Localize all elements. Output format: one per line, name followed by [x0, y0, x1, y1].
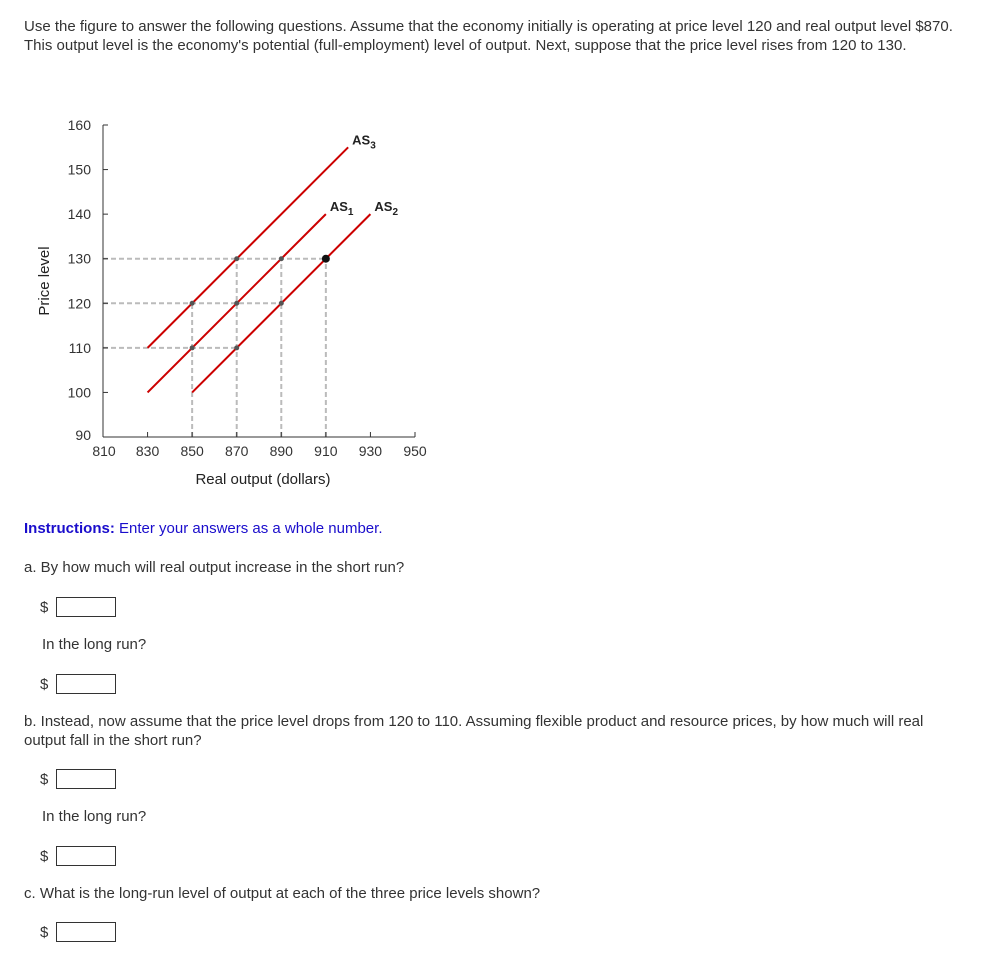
- y-tick-label-140: 140: [67, 206, 91, 223]
- answer-c-input[interactable]: [56, 922, 116, 942]
- as2-label: $AS_2$: [374, 199, 399, 219]
- answer-a-long-input[interactable]: [56, 674, 116, 694]
- question-a: a. By how much will real output increase in the short run?: [24, 559, 405, 576]
- intro-text: Use the figure to answer the following questions. Assume that the economy initially is operating at price level 120 and real output level $870. This output level is the economy's potential (full-employment) level of output. Next, suppose that the price level rises from 120 to 130.: [24, 18, 953, 54]
- point-870-130: [234, 256, 239, 261]
- reference-lines: [103, 259, 326, 437]
- answer-b-short-input[interactable]: [56, 769, 116, 789]
- x-tick-label-930: 930: [358, 443, 383, 459]
- answer-a-short-input[interactable]: [56, 597, 116, 617]
- question-c: c. What is the long-run level of output at each of the three price levels shown?: [24, 885, 541, 902]
- x-tick-label-830: 830: [135, 443, 160, 459]
- x-tick-label-810: 810: [92, 443, 116, 459]
- question-b-followup: In the long run?: [42, 808, 147, 825]
- point-870-120: [234, 301, 239, 306]
- instructions-label: Instructions:: [24, 520, 115, 537]
- y-axis-title: Price level: [36, 246, 53, 316]
- answer-b-short: [40, 768, 116, 790]
- as3-label: $AS_3$: [352, 132, 376, 152]
- instructions: [24, 519, 382, 538]
- x-tick-label-910: 910: [314, 443, 338, 459]
- currency-label: $: [40, 598, 49, 616]
- question-b: b. Instead, now assume that the price level drops from 120 to 110. Assuming flexible product and resource prices, by how much will real output fall in the short run?: [24, 713, 924, 749]
- point-910-130: [322, 255, 330, 263]
- point-870-110: [234, 345, 239, 350]
- currency-label: $: [40, 847, 49, 865]
- y-tick-label-110: 110: [68, 339, 91, 356]
- point-850-110: [190, 345, 195, 350]
- y-tick-label-120: 120: [67, 295, 91, 312]
- answer-b-long: [40, 845, 116, 867]
- y-tick-label-90: 90: [75, 427, 91, 443]
- x-tick-label-870: 870: [225, 443, 249, 459]
- point-850-120: [190, 301, 195, 306]
- currency-label: $: [40, 675, 49, 693]
- x-tick-label-950: 950: [403, 443, 427, 459]
- point-890-120: [279, 301, 284, 306]
- as-curves: [148, 132, 399, 392]
- currency-label: $: [40, 923, 49, 941]
- as3-curve: [148, 147, 349, 348]
- y-tick-label-160: 160: [67, 117, 91, 133]
- y-tick-label-130: 130: [67, 250, 91, 267]
- y-tick-label-150: 150: [67, 161, 91, 178]
- answer-b-long-input[interactable]: [56, 846, 116, 866]
- question-a-followup: In the long run?: [42, 636, 147, 653]
- x-tick-label-890: 890: [269, 443, 293, 459]
- x-axis-title: Real output (dollars): [195, 471, 331, 488]
- answer-c: [40, 921, 116, 943]
- answer-a-short: [40, 596, 116, 618]
- y-tick-label-100: 100: [67, 384, 91, 401]
- currency-label: $: [40, 770, 49, 788]
- instructions-text: Enter your answers as a whole number.: [119, 520, 383, 537]
- as1-label: $AS_1$: [329, 199, 354, 219]
- x-tick-label-850: 850: [180, 443, 204, 459]
- point-890-130: [279, 256, 284, 261]
- answer-a-long: [40, 673, 116, 695]
